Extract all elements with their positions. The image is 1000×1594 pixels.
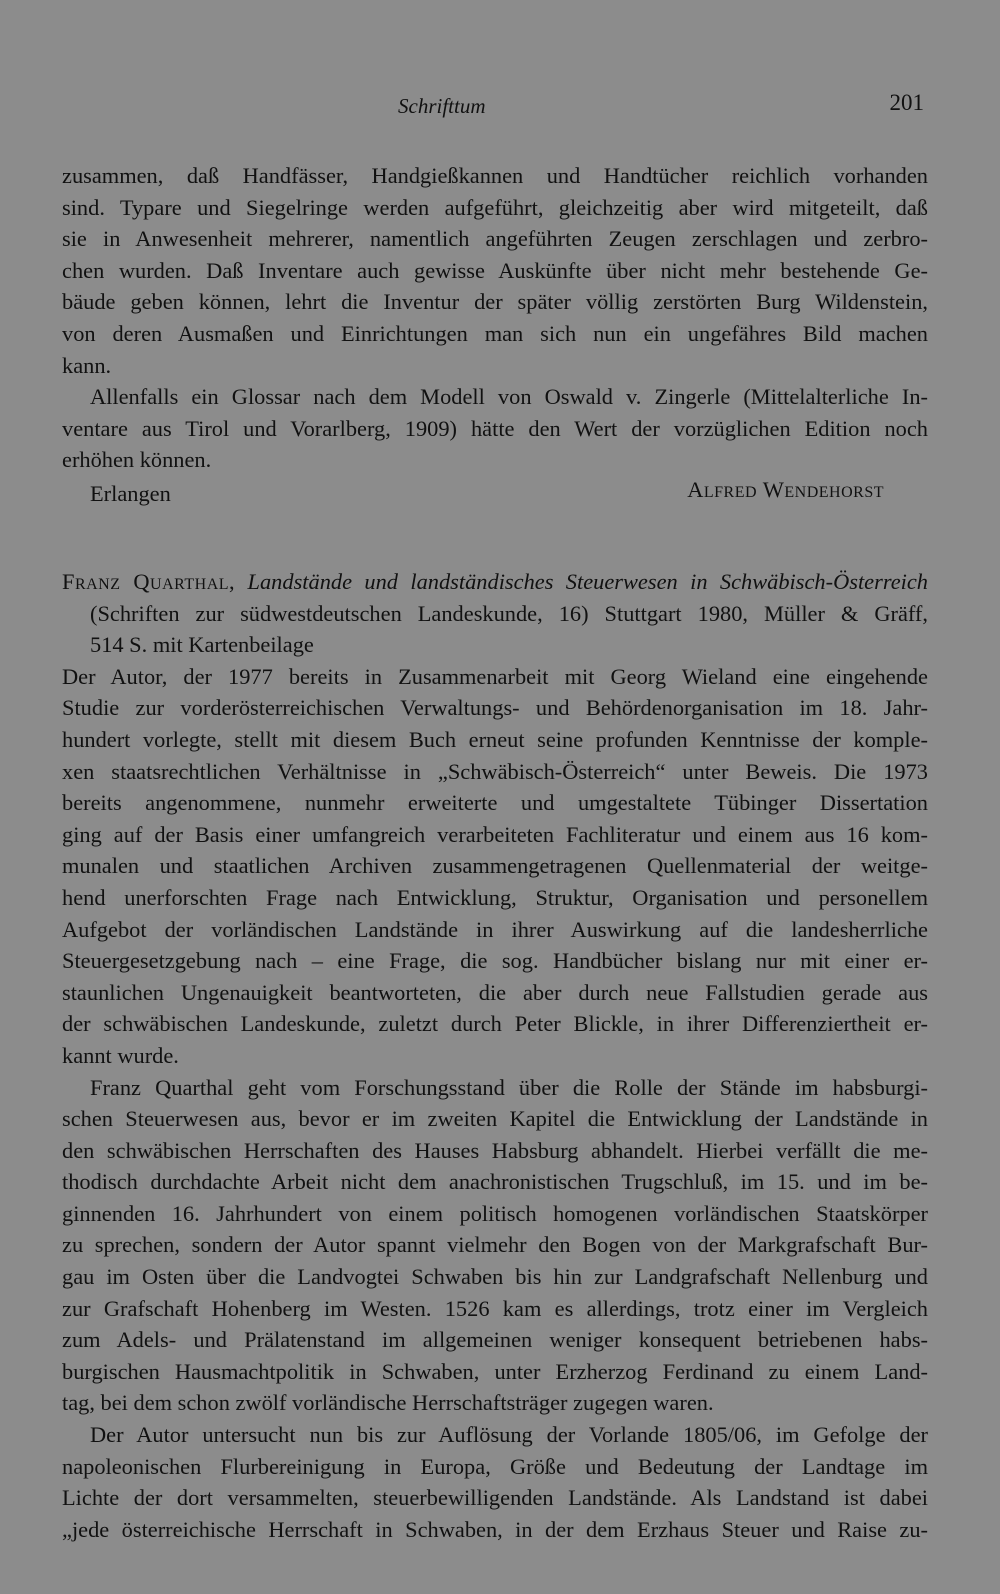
text-line: erhöhen können. (62, 447, 212, 473)
text-line: tag, bei dem schon zwölf vorländische Herrschaftsträger zugegen waren. (62, 1390, 714, 1416)
citation-series: (Schriften zur südwestdeutschen Landeskunde, 16) Stuttgart 1980, Müller & Gräff, (90, 600, 928, 626)
review-1-paragraph-1 (62, 160, 928, 381)
text-line: ginnenden 16. Jahrhundert von einem politisch homogenen vorländischen Staatskörper (62, 1200, 928, 1226)
text-line: ventare aus Tirol und Vorarlberg, 1909) hätte den Wert der vorzüglichen Edition noch (62, 415, 928, 441)
text-line: thodisch durchdachte Arbeit nicht dem anachronistischen Trugschluß, im 15. und im be- (62, 1169, 928, 1195)
review-1-paragraph-2 (62, 381, 928, 476)
text-line: burgischen Hausmachtpolitik in Schwaben, unter Erzherzog Ferdinand zu einem Land- (62, 1358, 928, 1384)
text-line: Allenfalls ein Glossar nach dem Modell von Oswald v. Zingerle (Mittelalterliche In- (90, 384, 928, 410)
book-title: Landstände und landständisches Steuerwesen in Schwäbisch-Österreich (247, 569, 928, 594)
text-line: zum Adels- und Prälatenstand im allgemeinen weniger konsequent betriebenen habs- (62, 1327, 928, 1353)
text-line: munalen und staatlichen Archiven zusammengetragenen Quellenmaterial der weitge- (62, 853, 928, 879)
text-line: Studie zur vorderösterreichischen Verwaltungs- und Behördenorganisation im 18. Jahr- (62, 695, 928, 721)
citation-extent: 514 S. mit Kartenbeilage (90, 632, 314, 658)
text-line: bereits angenommene, nunmehr erweiterte und umgestaltete Tübinger Dissertation (62, 790, 928, 816)
review-place: Erlangen (90, 480, 171, 506)
text-line: Der Autor untersucht nun bis zur Auflösung der Vorlande 1805/06, im Gefolge der (90, 1422, 928, 1448)
text-line: ging auf der Basis einer umfangreich verarbeiteten Fachliteratur und einem aus 16 kom- (62, 821, 928, 847)
text-line: hundert vorlegte, stellt mit diesem Buch erneut seine profunden Kenntnisse der komple- (62, 726, 928, 752)
running-head-title: Schrifttum (398, 94, 486, 118)
text-line: chen wurden. Daß Inventare auch gewisse Auskünfte über nicht mehr bestehende Ge- (62, 257, 928, 283)
text-line: Franz Quarthal geht vom Forschungsstand über die Rolle der Stände im habsburgi- (90, 1074, 928, 1100)
review-1-signature (62, 478, 928, 512)
review-1 (62, 160, 928, 512)
text-line: kannt wurde. (62, 1042, 179, 1068)
reviewer-name: Alfred Wendehorst (687, 476, 884, 502)
text-line: den schwäbischen Herrschaften des Hauses Habsburg abhandelt. Hierbei verfällt die me- (62, 1137, 928, 1163)
review-2-paragraph-1 (62, 661, 928, 1072)
page-number: 201 (889, 90, 924, 115)
text-line: Aufgebot der vorländischen Landstände in ihrer Auswirkung auf die landesherrliche (62, 916, 928, 942)
text-line: staunlichen Ungenauigkeit beantworteten, die aber durch neue Fallstudien gerade aus (62, 979, 928, 1005)
text-line: zusammen, daß Handfässer, Handgießkannen und Handtücher reichlich vorhanden (62, 163, 928, 188)
text-line: schen Steuerwesen aus, bevor er im zweiten Kapitel die Entwicklung der Landstände in (62, 1106, 928, 1132)
text-line: Lichte der dort versammelten, steuerbewilligenden Landstände. Als Landstand ist dabei (62, 1485, 928, 1511)
text-line: sind. Typare und Siegelringe werden aufgeführt, gleichzeitig aber wird mitgeteilt, daß (62, 194, 928, 220)
text-line: zur Grafschaft Hohenberg im Westen. 1526 kam es allerdings, trotz einer im Vergleich (62, 1295, 928, 1321)
book-author: Franz Quarthal, (62, 569, 236, 594)
text-line: bäude geben können, lehrt die Inventur der später völlig zerstörten Burg Wildenstein, (62, 289, 928, 315)
text-line: xen staatsrechtlichen Verhältnisse in „Schwäbisch-Österreich“ unter Beweis. Die 1973 (62, 758, 928, 784)
review-2-paragraph-2 (62, 1072, 928, 1420)
text-line: Steuergesetzgebung nach – eine Frage, die sog. Handbücher bislang nur mit einer er- (62, 948, 928, 974)
text-line: kann. (62, 352, 112, 378)
text-line: sie in Anwesenheit mehrerer, namentlich angeführten Zeugen zerschlagen und zerbro- (62, 226, 928, 252)
text-line: Der Autor, der 1977 bereits in Zusammenarbeit mit Georg Wieland eine eingehende (62, 663, 928, 689)
review-2-paragraph-3 (62, 1419, 928, 1545)
text-line: von deren Ausmaßen und Einrichtungen man sich nun ein ungefähres Bild machen (62, 320, 928, 346)
running-head (0, 90, 1000, 120)
text-line: zu sprechen, sondern der Autor spannt vielmehr den Bogen von der Markgrafschaft Bur- (62, 1232, 928, 1258)
review-2 (62, 566, 928, 1545)
text-line: napoleonischen Flurbereinigung in Europa, Größe und Bedeutung der Landtage im (62, 1453, 928, 1479)
text-line: hend unerforschten Frage nach Entwicklung, Struktur, Organisation und personellem (62, 884, 928, 910)
citation-line (62, 566, 928, 598)
bibliographic-citation (62, 566, 928, 661)
text-line: „jede österreichische Herrschaft in Schwaben, in der dem Erzhaus Steuer und Raise zu- (62, 1516, 928, 1542)
text-line: gau im Osten über die Landvogtei Schwaben bis hin zur Landgrafschaft Nellenburg und (62, 1264, 928, 1290)
text-line: der schwäbischen Landeskunde, zuletzt durch Peter Blickle, in ihrer Differenziertheit er- (62, 1011, 928, 1037)
